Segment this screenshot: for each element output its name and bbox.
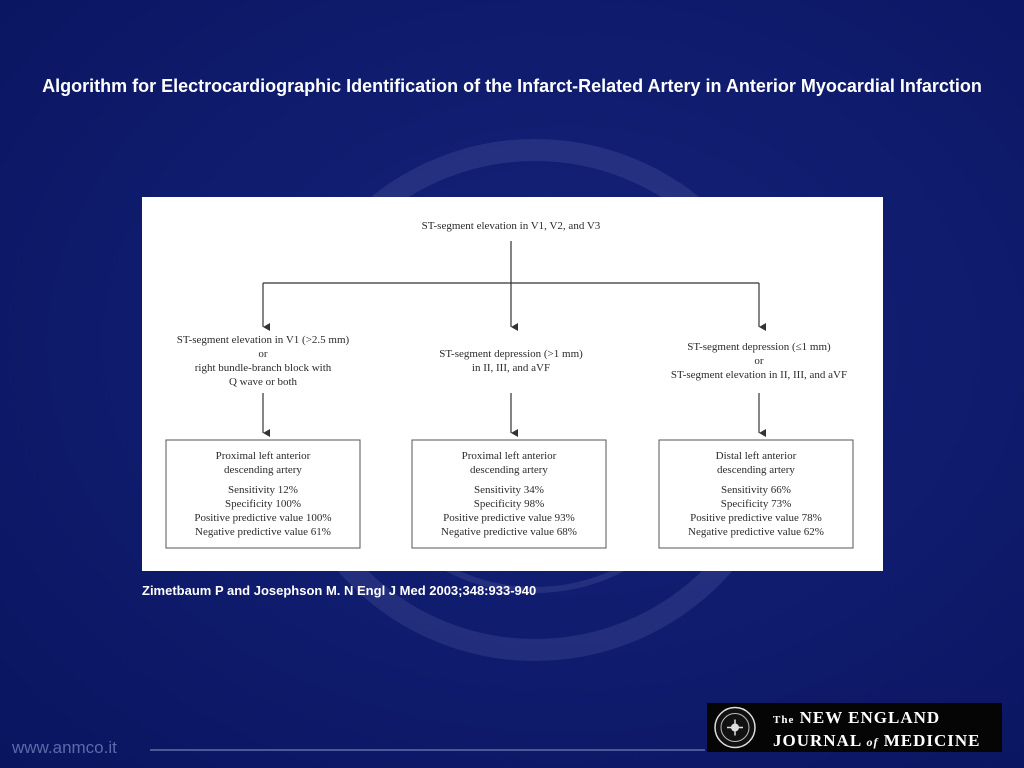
- citation: Zimetbaum P and Josephson M. N Engl J Med 2003;348:933-940: [142, 583, 537, 598]
- nejm-wordmark: [773, 708, 981, 752]
- artery-line: Proximal left anterior: [215, 450, 311, 462]
- result-text-1: [166, 449, 360, 539]
- artery-line: descending artery: [470, 464, 548, 476]
- root-node: ST-segment elevation in V1, V2, and V3: [421, 220, 601, 232]
- flowchart-figure: [142, 197, 883, 571]
- slide-title: Algorithm for Electrocardiographic Identification of the Infarct-Related Artery in Anterior Myocardial Infarction: [42, 76, 982, 96]
- sensitivity-value: Sensitivity 66%: [721, 484, 791, 496]
- footer-url: www.anmco.it: [12, 738, 117, 757]
- logo-of: of: [866, 735, 879, 749]
- criteria-line: or: [258, 348, 268, 360]
- specificity-value: Specificity 73%: [720, 498, 792, 510]
- logo-prefix: The: [773, 714, 795, 726]
- ppv-value: Positive predictive value 78%: [690, 512, 822, 524]
- sensitivity-value: Sensitivity 34%: [474, 484, 544, 496]
- criteria-line: ST-segment depression (≤1 mm): [687, 341, 831, 353]
- ppv-value: Positive predictive value 100%: [194, 512, 332, 524]
- criteria-line: Q wave or both: [228, 376, 298, 388]
- nejm-logo: [707, 703, 1002, 752]
- result-text-3: [659, 449, 853, 539]
- artery-line: Distal left anterior: [715, 450, 797, 462]
- logo-line2b: MEDICINE: [883, 731, 981, 750]
- footer-divider: [150, 749, 705, 751]
- result-text-2: [412, 449, 606, 539]
- criteria-node-2: [401, 347, 621, 375]
- criteria-line: or: [754, 355, 764, 367]
- nejm-seal-icon: [713, 706, 757, 749]
- npv-value: Negative predictive value 62%: [688, 526, 824, 538]
- criteria-line: ST-segment depression (>1 mm): [439, 348, 583, 360]
- npv-value: Negative predictive value 61%: [195, 526, 331, 538]
- artery-line: descending artery: [717, 464, 795, 476]
- logo-line1: NEW ENGLAND: [799, 708, 941, 727]
- logo-line2a: JOURNAL: [773, 731, 862, 750]
- artery-line: descending artery: [224, 464, 302, 476]
- artery-line: Proximal left anterior: [461, 450, 557, 462]
- sensitivity-value: Sensitivity 12%: [228, 484, 298, 496]
- npv-value: Negative predictive value 68%: [441, 526, 577, 538]
- specificity-value: Specificity 100%: [224, 498, 302, 510]
- criteria-line: right bundle-branch block with: [194, 362, 332, 374]
- ppv-value: Positive predictive value 93%: [443, 512, 575, 524]
- criteria-line: in II, III, and aVF: [471, 362, 551, 374]
- criteria-node-3: [639, 340, 879, 382]
- specificity-value: Specificity 98%: [473, 498, 545, 510]
- criteria-node-1: [153, 333, 373, 389]
- criteria-line: ST-segment elevation in II, III, and aVF: [670, 369, 848, 381]
- criteria-line: ST-segment elevation in V1 (>2.5 mm): [176, 334, 350, 346]
